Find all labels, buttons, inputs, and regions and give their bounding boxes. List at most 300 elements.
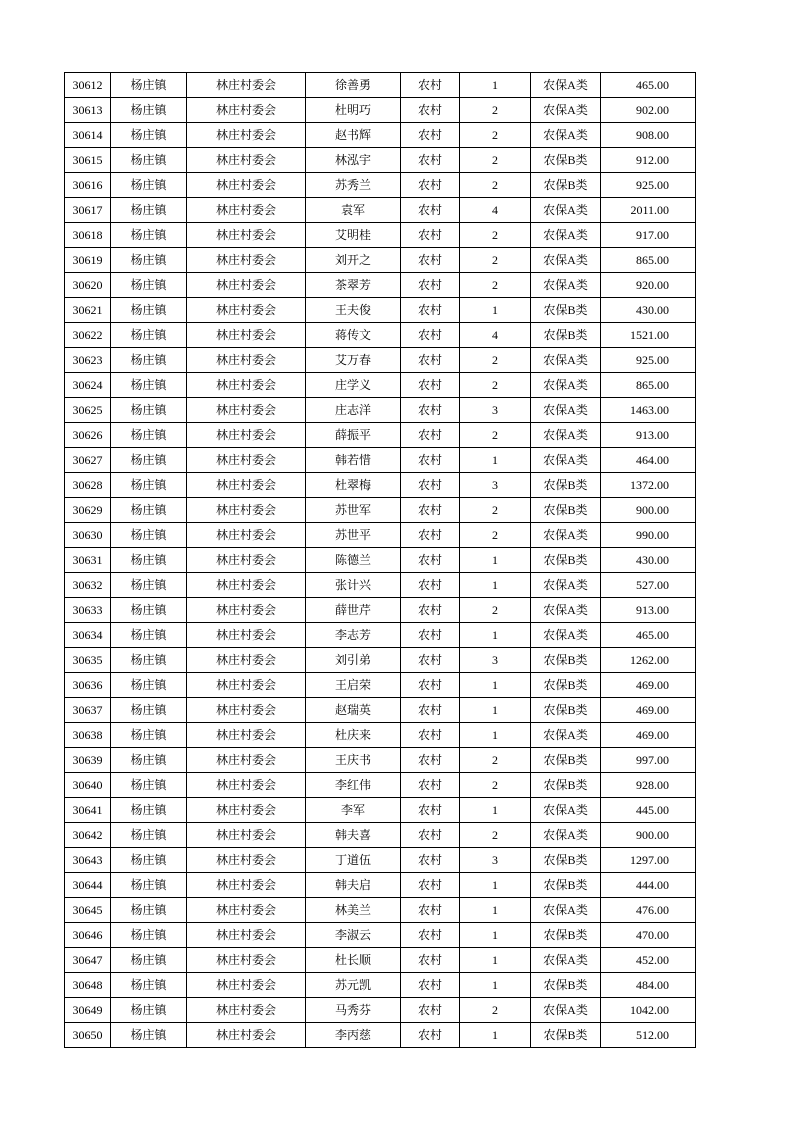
cell-name: 庄学义 [306,373,401,398]
cell-residence: 农村 [401,373,460,398]
cell-count: 1 [460,798,531,823]
cell-category: 农保A类 [531,98,601,123]
cell-id: 30629 [65,498,111,523]
cell-category: 农保A类 [531,398,601,423]
cell-amount: 925.00 [601,173,696,198]
table-row [65,373,696,398]
cell-category: 农保A类 [531,448,601,473]
cell-amount: 445.00 [601,798,696,823]
table-row [65,848,696,873]
cell-category: 农保A类 [531,898,601,923]
cell-count: 2 [460,123,531,148]
cell-id: 30647 [65,948,111,973]
cell-town: 杨庄镇 [111,73,187,98]
table-row [65,73,696,98]
cell-village: 林庄村委会 [187,148,306,173]
table-row [65,248,696,273]
cell-count: 1 [460,448,531,473]
cell-town: 杨庄镇 [111,823,187,848]
cell-town: 杨庄镇 [111,373,187,398]
cell-category: 农保A类 [531,123,601,148]
cell-residence: 农村 [401,773,460,798]
table-row [65,473,696,498]
cell-village: 林庄村委会 [187,523,306,548]
cell-name: 韩夫喜 [306,823,401,848]
cell-residence: 农村 [401,648,460,673]
cell-count: 3 [460,648,531,673]
cell-town: 杨庄镇 [111,323,187,348]
cell-amount: 1262.00 [601,648,696,673]
cell-amount: 469.00 [601,698,696,723]
cell-town: 杨庄镇 [111,773,187,798]
table-row [65,98,696,123]
cell-residence: 农村 [401,848,460,873]
cell-village: 林庄村委会 [187,898,306,923]
cell-id: 30631 [65,548,111,573]
cell-town: 杨庄镇 [111,173,187,198]
cell-name: 韩夫启 [306,873,401,898]
cell-category: 农保B类 [531,973,601,998]
cell-category: 农保A类 [531,273,601,298]
cell-village: 林庄村委会 [187,998,306,1023]
cell-id: 30649 [65,998,111,1023]
cell-count: 1 [460,948,531,973]
cell-amount: 997.00 [601,748,696,773]
cell-village: 林庄村委会 [187,973,306,998]
cell-id: 30640 [65,773,111,798]
cell-village: 林庄村委会 [187,423,306,448]
cell-name: 苏世平 [306,523,401,548]
cell-count: 1 [460,573,531,598]
cell-name: 苏秀兰 [306,173,401,198]
cell-name: 刘开之 [306,248,401,273]
cell-town: 杨庄镇 [111,798,187,823]
cell-residence: 农村 [401,123,460,148]
table-row [65,598,696,623]
cell-town: 杨庄镇 [111,923,187,948]
cell-name: 薛振平 [306,423,401,448]
cell-id: 30645 [65,898,111,923]
cell-village: 林庄村委会 [187,773,306,798]
cell-id: 30612 [65,73,111,98]
cell-town: 杨庄镇 [111,898,187,923]
cell-category: 农保B类 [531,873,601,898]
table-row [65,298,696,323]
cell-category: 农保B类 [531,698,601,723]
cell-residence: 农村 [401,73,460,98]
cell-id: 30643 [65,848,111,873]
cell-id: 30646 [65,923,111,948]
table-row [65,973,696,998]
cell-residence: 农村 [401,448,460,473]
cell-village: 林庄村委会 [187,173,306,198]
cell-amount: 469.00 [601,673,696,698]
cell-id: 30630 [65,523,111,548]
cell-category: 农保A类 [531,248,601,273]
cell-town: 杨庄镇 [111,1023,187,1048]
table-row [65,798,696,823]
cell-name: 艾万春 [306,348,401,373]
cell-residence: 农村 [401,223,460,248]
cell-village: 林庄村委会 [187,673,306,698]
cell-count: 1 [460,723,531,748]
table-row [65,823,696,848]
document-page [64,72,696,1048]
cell-count: 2 [460,173,531,198]
cell-id: 30620 [65,273,111,298]
cell-residence: 农村 [401,723,460,748]
cell-village: 林庄村委会 [187,223,306,248]
cell-count: 2 [460,248,531,273]
benefits-table [64,72,696,1048]
cell-name: 苏世军 [306,498,401,523]
cell-count: 2 [460,373,531,398]
table-row [65,898,696,923]
cell-village: 林庄村委会 [187,823,306,848]
cell-count: 3 [460,473,531,498]
cell-amount: 464.00 [601,448,696,473]
cell-count: 1 [460,1023,531,1048]
cell-id: 30634 [65,623,111,648]
cell-amount: 430.00 [601,548,696,573]
cell-id: 30614 [65,123,111,148]
cell-name: 徐善勇 [306,73,401,98]
cell-residence: 农村 [401,623,460,648]
cell-id: 30615 [65,148,111,173]
cell-village: 林庄村委会 [187,198,306,223]
cell-category: 农保A类 [531,573,601,598]
cell-name: 艾明桂 [306,223,401,248]
cell-name: 庄志洋 [306,398,401,423]
cell-town: 杨庄镇 [111,648,187,673]
cell-name: 蒋传文 [306,323,401,348]
table-row [65,1023,696,1048]
cell-amount: 430.00 [601,298,696,323]
cell-amount: 928.00 [601,773,696,798]
cell-town: 杨庄镇 [111,948,187,973]
cell-amount: 908.00 [601,123,696,148]
cell-village: 林庄村委会 [187,573,306,598]
cell-amount: 900.00 [601,498,696,523]
cell-name: 杜长顺 [306,948,401,973]
cell-residence: 农村 [401,198,460,223]
cell-count: 1 [460,673,531,698]
cell-category: 农保A类 [531,423,601,448]
table-row [65,773,696,798]
table-row [65,323,696,348]
cell-town: 杨庄镇 [111,223,187,248]
cell-village: 林庄村委会 [187,473,306,498]
cell-residence: 农村 [401,573,460,598]
cell-name: 赵瑞英 [306,698,401,723]
cell-id: 30621 [65,298,111,323]
cell-count: 2 [460,998,531,1023]
cell-residence: 农村 [401,798,460,823]
cell-residence: 农村 [401,548,460,573]
cell-name: 李丙慈 [306,1023,401,1048]
cell-count: 2 [460,523,531,548]
cell-id: 30642 [65,823,111,848]
cell-id: 30622 [65,323,111,348]
cell-id: 30618 [65,223,111,248]
table-row [65,623,696,648]
cell-id: 30624 [65,373,111,398]
table-row [65,673,696,698]
table-row [65,573,696,598]
cell-count: 1 [460,873,531,898]
table-row [65,398,696,423]
table-row [65,273,696,298]
cell-name: 李红伟 [306,773,401,798]
table-row [65,173,696,198]
cell-village: 林庄村委会 [187,323,306,348]
cell-residence: 农村 [401,823,460,848]
cell-residence: 农村 [401,273,460,298]
cell-village: 林庄村委会 [187,848,306,873]
table-row [65,698,696,723]
cell-name: 杜庆来 [306,723,401,748]
cell-residence: 农村 [401,873,460,898]
cell-village: 林庄村委会 [187,1023,306,1048]
cell-category: 农保B类 [531,548,601,573]
cell-name: 马秀芬 [306,998,401,1023]
cell-amount: 913.00 [601,598,696,623]
cell-count: 2 [460,823,531,848]
cell-town: 杨庄镇 [111,348,187,373]
cell-name: 王庆书 [306,748,401,773]
cell-village: 林庄村委会 [187,923,306,948]
cell-count: 2 [460,348,531,373]
cell-village: 林庄村委会 [187,698,306,723]
cell-residence: 农村 [401,898,460,923]
cell-name: 陈德兰 [306,548,401,573]
cell-amount: 913.00 [601,423,696,448]
cell-count: 2 [460,598,531,623]
cell-count: 1 [460,698,531,723]
cell-residence: 农村 [401,173,460,198]
cell-town: 杨庄镇 [111,723,187,748]
cell-amount: 1042.00 [601,998,696,1023]
cell-name: 杜翠梅 [306,473,401,498]
table-body [65,73,696,1048]
cell-village: 林庄村委会 [187,348,306,373]
cell-amount: 900.00 [601,823,696,848]
cell-village: 林庄村委会 [187,448,306,473]
cell-count: 1 [460,548,531,573]
cell-town: 杨庄镇 [111,548,187,573]
table-row [65,498,696,523]
cell-category: 农保A类 [531,198,601,223]
cell-id: 30619 [65,248,111,273]
cell-category: 农保A类 [531,723,601,748]
cell-town: 杨庄镇 [111,873,187,898]
cell-category: 农保A类 [531,73,601,98]
cell-name: 茶翠芳 [306,273,401,298]
cell-id: 30641 [65,798,111,823]
cell-count: 1 [460,73,531,98]
cell-id: 30635 [65,648,111,673]
cell-category: 农保B类 [531,148,601,173]
cell-category: 农保A类 [531,348,601,373]
cell-town: 杨庄镇 [111,523,187,548]
cell-amount: 925.00 [601,348,696,373]
cell-amount: 470.00 [601,923,696,948]
cell-town: 杨庄镇 [111,423,187,448]
cell-id: 30638 [65,723,111,748]
cell-amount: 917.00 [601,223,696,248]
cell-amount: 1297.00 [601,848,696,873]
cell-village: 林庄村委会 [187,98,306,123]
cell-count: 4 [460,323,531,348]
cell-village: 林庄村委会 [187,648,306,673]
cell-category: 农保B类 [531,323,601,348]
cell-residence: 农村 [401,998,460,1023]
cell-residence: 农村 [401,598,460,623]
cell-count: 2 [460,748,531,773]
cell-name: 丁道伍 [306,848,401,873]
cell-village: 林庄村委会 [187,548,306,573]
cell-name: 张计兴 [306,573,401,598]
cell-id: 30633 [65,598,111,623]
cell-residence: 农村 [401,973,460,998]
cell-name: 王夫俊 [306,298,401,323]
cell-id: 30637 [65,698,111,723]
cell-id: 30650 [65,1023,111,1048]
cell-category: 农保B类 [531,473,601,498]
cell-amount: 865.00 [601,373,696,398]
cell-amount: 512.00 [601,1023,696,1048]
cell-id: 30626 [65,423,111,448]
cell-residence: 农村 [401,248,460,273]
cell-village: 林庄村委会 [187,298,306,323]
cell-residence: 农村 [401,698,460,723]
cell-id: 30636 [65,673,111,698]
cell-residence: 农村 [401,523,460,548]
cell-residence: 农村 [401,348,460,373]
cell-residence: 农村 [401,923,460,948]
cell-residence: 农村 [401,748,460,773]
table-row [65,223,696,248]
cell-amount: 1372.00 [601,473,696,498]
cell-category: 农保B类 [531,498,601,523]
cell-count: 1 [460,298,531,323]
cell-town: 杨庄镇 [111,698,187,723]
cell-category: 农保A类 [531,998,601,1023]
cell-village: 林庄村委会 [187,398,306,423]
table-row [65,123,696,148]
cell-name: 薛世芹 [306,598,401,623]
cell-town: 杨庄镇 [111,273,187,298]
cell-id: 30632 [65,573,111,598]
cell-town: 杨庄镇 [111,498,187,523]
cell-category: 农保A类 [531,948,601,973]
table-row [65,523,696,548]
cell-name: 杜明巧 [306,98,401,123]
cell-category: 农保B类 [531,173,601,198]
cell-town: 杨庄镇 [111,98,187,123]
cell-residence: 农村 [401,323,460,348]
cell-town: 杨庄镇 [111,573,187,598]
cell-count: 1 [460,923,531,948]
cell-residence: 农村 [401,423,460,448]
cell-amount: 902.00 [601,98,696,123]
cell-name: 刘引弟 [306,648,401,673]
table-row [65,448,696,473]
cell-town: 杨庄镇 [111,598,187,623]
cell-town: 杨庄镇 [111,198,187,223]
cell-name: 袁军 [306,198,401,223]
cell-residence: 农村 [401,673,460,698]
cell-id: 30639 [65,748,111,773]
cell-town: 杨庄镇 [111,298,187,323]
cell-count: 2 [460,223,531,248]
cell-amount: 912.00 [601,148,696,173]
cell-town: 杨庄镇 [111,148,187,173]
table-row [65,923,696,948]
cell-id: 30627 [65,448,111,473]
cell-residence: 农村 [401,398,460,423]
cell-town: 杨庄镇 [111,123,187,148]
cell-town: 杨庄镇 [111,473,187,498]
cell-amount: 527.00 [601,573,696,598]
cell-village: 林庄村委会 [187,123,306,148]
cell-village: 林庄村委会 [187,273,306,298]
cell-category: 农保A类 [531,523,601,548]
cell-residence: 农村 [401,1023,460,1048]
cell-name: 韩若惜 [306,448,401,473]
cell-category: 农保B类 [531,773,601,798]
cell-category: 农保B类 [531,848,601,873]
cell-village: 林庄村委会 [187,873,306,898]
cell-amount: 444.00 [601,873,696,898]
cell-name: 赵书辉 [306,123,401,148]
cell-town: 杨庄镇 [111,748,187,773]
cell-category: 农保B类 [531,298,601,323]
cell-id: 30613 [65,98,111,123]
cell-village: 林庄村委会 [187,73,306,98]
cell-residence: 农村 [401,498,460,523]
cell-village: 林庄村委会 [187,598,306,623]
cell-name: 王启荣 [306,673,401,698]
cell-amount: 476.00 [601,898,696,923]
cell-category: 农保A类 [531,798,601,823]
cell-amount: 465.00 [601,623,696,648]
cell-amount: 484.00 [601,973,696,998]
cell-amount: 2011.00 [601,198,696,223]
cell-count: 3 [460,848,531,873]
table-row [65,723,696,748]
cell-category: 农保B类 [531,648,601,673]
cell-village: 林庄村委会 [187,248,306,273]
table-row [65,548,696,573]
cell-residence: 农村 [401,473,460,498]
cell-name: 苏元凯 [306,973,401,998]
cell-village: 林庄村委会 [187,498,306,523]
table-row [65,423,696,448]
cell-id: 30623 [65,348,111,373]
cell-town: 杨庄镇 [111,448,187,473]
cell-amount: 465.00 [601,73,696,98]
cell-village: 林庄村委会 [187,373,306,398]
cell-town: 杨庄镇 [111,248,187,273]
cell-residence: 农村 [401,148,460,173]
cell-town: 杨庄镇 [111,848,187,873]
cell-id: 30617 [65,198,111,223]
cell-category: 农保A类 [531,373,601,398]
cell-name: 李志芳 [306,623,401,648]
cell-category: 农保A类 [531,823,601,848]
cell-id: 30616 [65,173,111,198]
